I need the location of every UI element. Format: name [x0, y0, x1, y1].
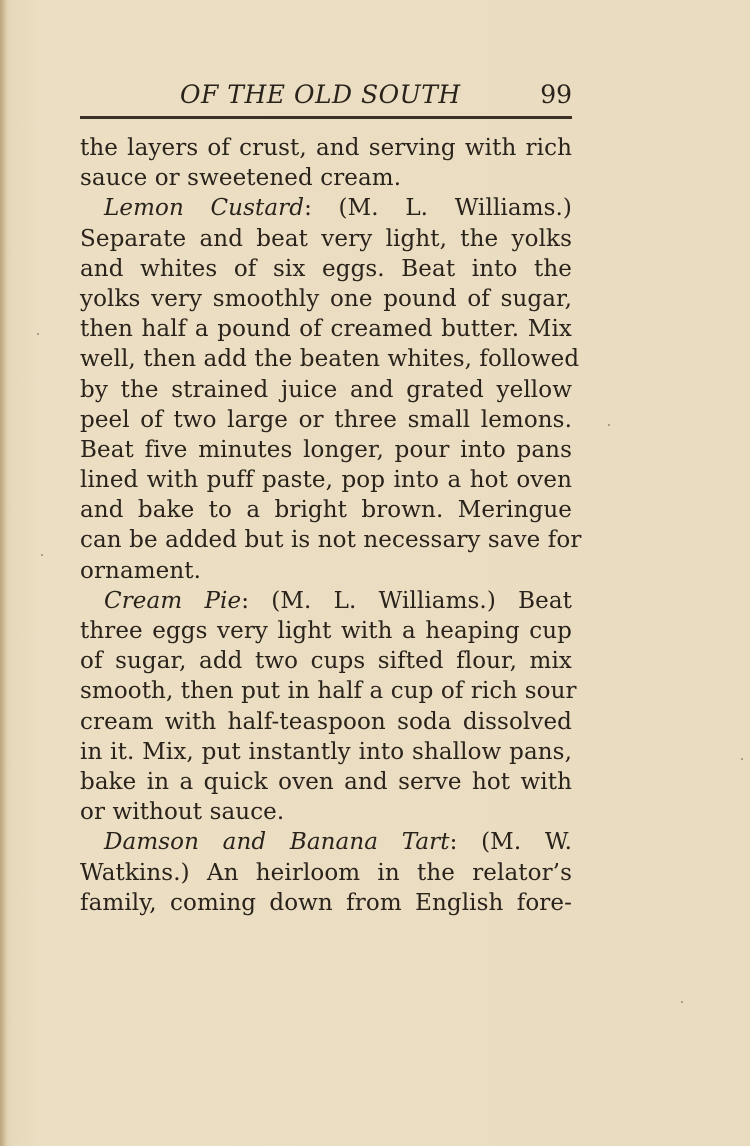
text-line: peel of two large or three small lemons.	[80, 406, 572, 433]
text-line: cream with half-teaspoon soda dissolved	[80, 708, 572, 735]
header-rule	[80, 116, 572, 119]
page-header	[80, 78, 572, 118]
paper-speck	[41, 554, 43, 556]
text-line: well, then add the beaten whites, followed	[80, 346, 580, 373]
text-line: in it. Mix, put instantly into shallow pans,	[80, 738, 572, 765]
recipe-title: Cream Pie	[104, 587, 242, 614]
text-line: Beat five minutes longer, pour into pans	[80, 436, 572, 463]
text-line: three eggs very light with a heaping cup	[80, 618, 572, 644]
recipe-attribution: : (M. W.	[449, 829, 572, 856]
text-line: ornament.	[80, 557, 202, 584]
paper-speck	[608, 424, 610, 426]
text-line: can be added but is not necessary save for	[80, 527, 582, 554]
recipe-heading-line	[80, 193, 572, 223]
text-line: by the strained juice and grated yellow	[80, 376, 572, 403]
text-line: sauce or sweetened cream.	[80, 165, 402, 192]
running-head: OF THE OLD SOUTH	[180, 80, 461, 109]
paper-speck	[37, 333, 39, 335]
text-line: the layers of crust, and serving with rich	[80, 135, 572, 161]
text-line: Watkins.) An heirloom in the relator’s	[80, 859, 572, 886]
paper-speck	[681, 1001, 683, 1003]
page-spine-edge	[0, 0, 6, 1146]
text-line: then half a pound of creamed butter. Mix	[80, 316, 572, 343]
recipe-title: Damson and Banana Tart	[104, 829, 450, 856]
text-line: yolks very smoothly one pound of sugar,	[80, 285, 572, 312]
text-line: and whites of six eggs. Beat into the	[80, 255, 572, 282]
paper-speck	[741, 758, 743, 760]
text-line: lined with puff paste, pop into a hot oven	[80, 467, 572, 494]
text-line: or without sauce.	[80, 799, 285, 826]
text-line: Separate and beat very light, the yolks	[80, 225, 572, 252]
text-line: of sugar, add two cups sifted flour, mix	[80, 648, 572, 675]
recipe-text	[80, 133, 582, 918]
recipe-title: Lemon Custard	[104, 195, 305, 222]
text-line: bake in a quick oven and serve hot with	[80, 768, 572, 795]
recipe-heading-line	[80, 586, 572, 616]
page-number: 99	[540, 80, 572, 109]
recipe-attribution: : (M. L. Williams.)	[304, 195, 572, 222]
text-line: family, coming down from English fore-	[80, 889, 572, 916]
text-line: smooth, then put in half a cup of rich sour	[80, 678, 577, 705]
recipe-heading-line	[80, 827, 572, 857]
text-line: and bake to a bright brown. Meringue	[80, 497, 572, 524]
recipe-attribution: : (M. L. Williams.) Beat	[241, 587, 572, 614]
